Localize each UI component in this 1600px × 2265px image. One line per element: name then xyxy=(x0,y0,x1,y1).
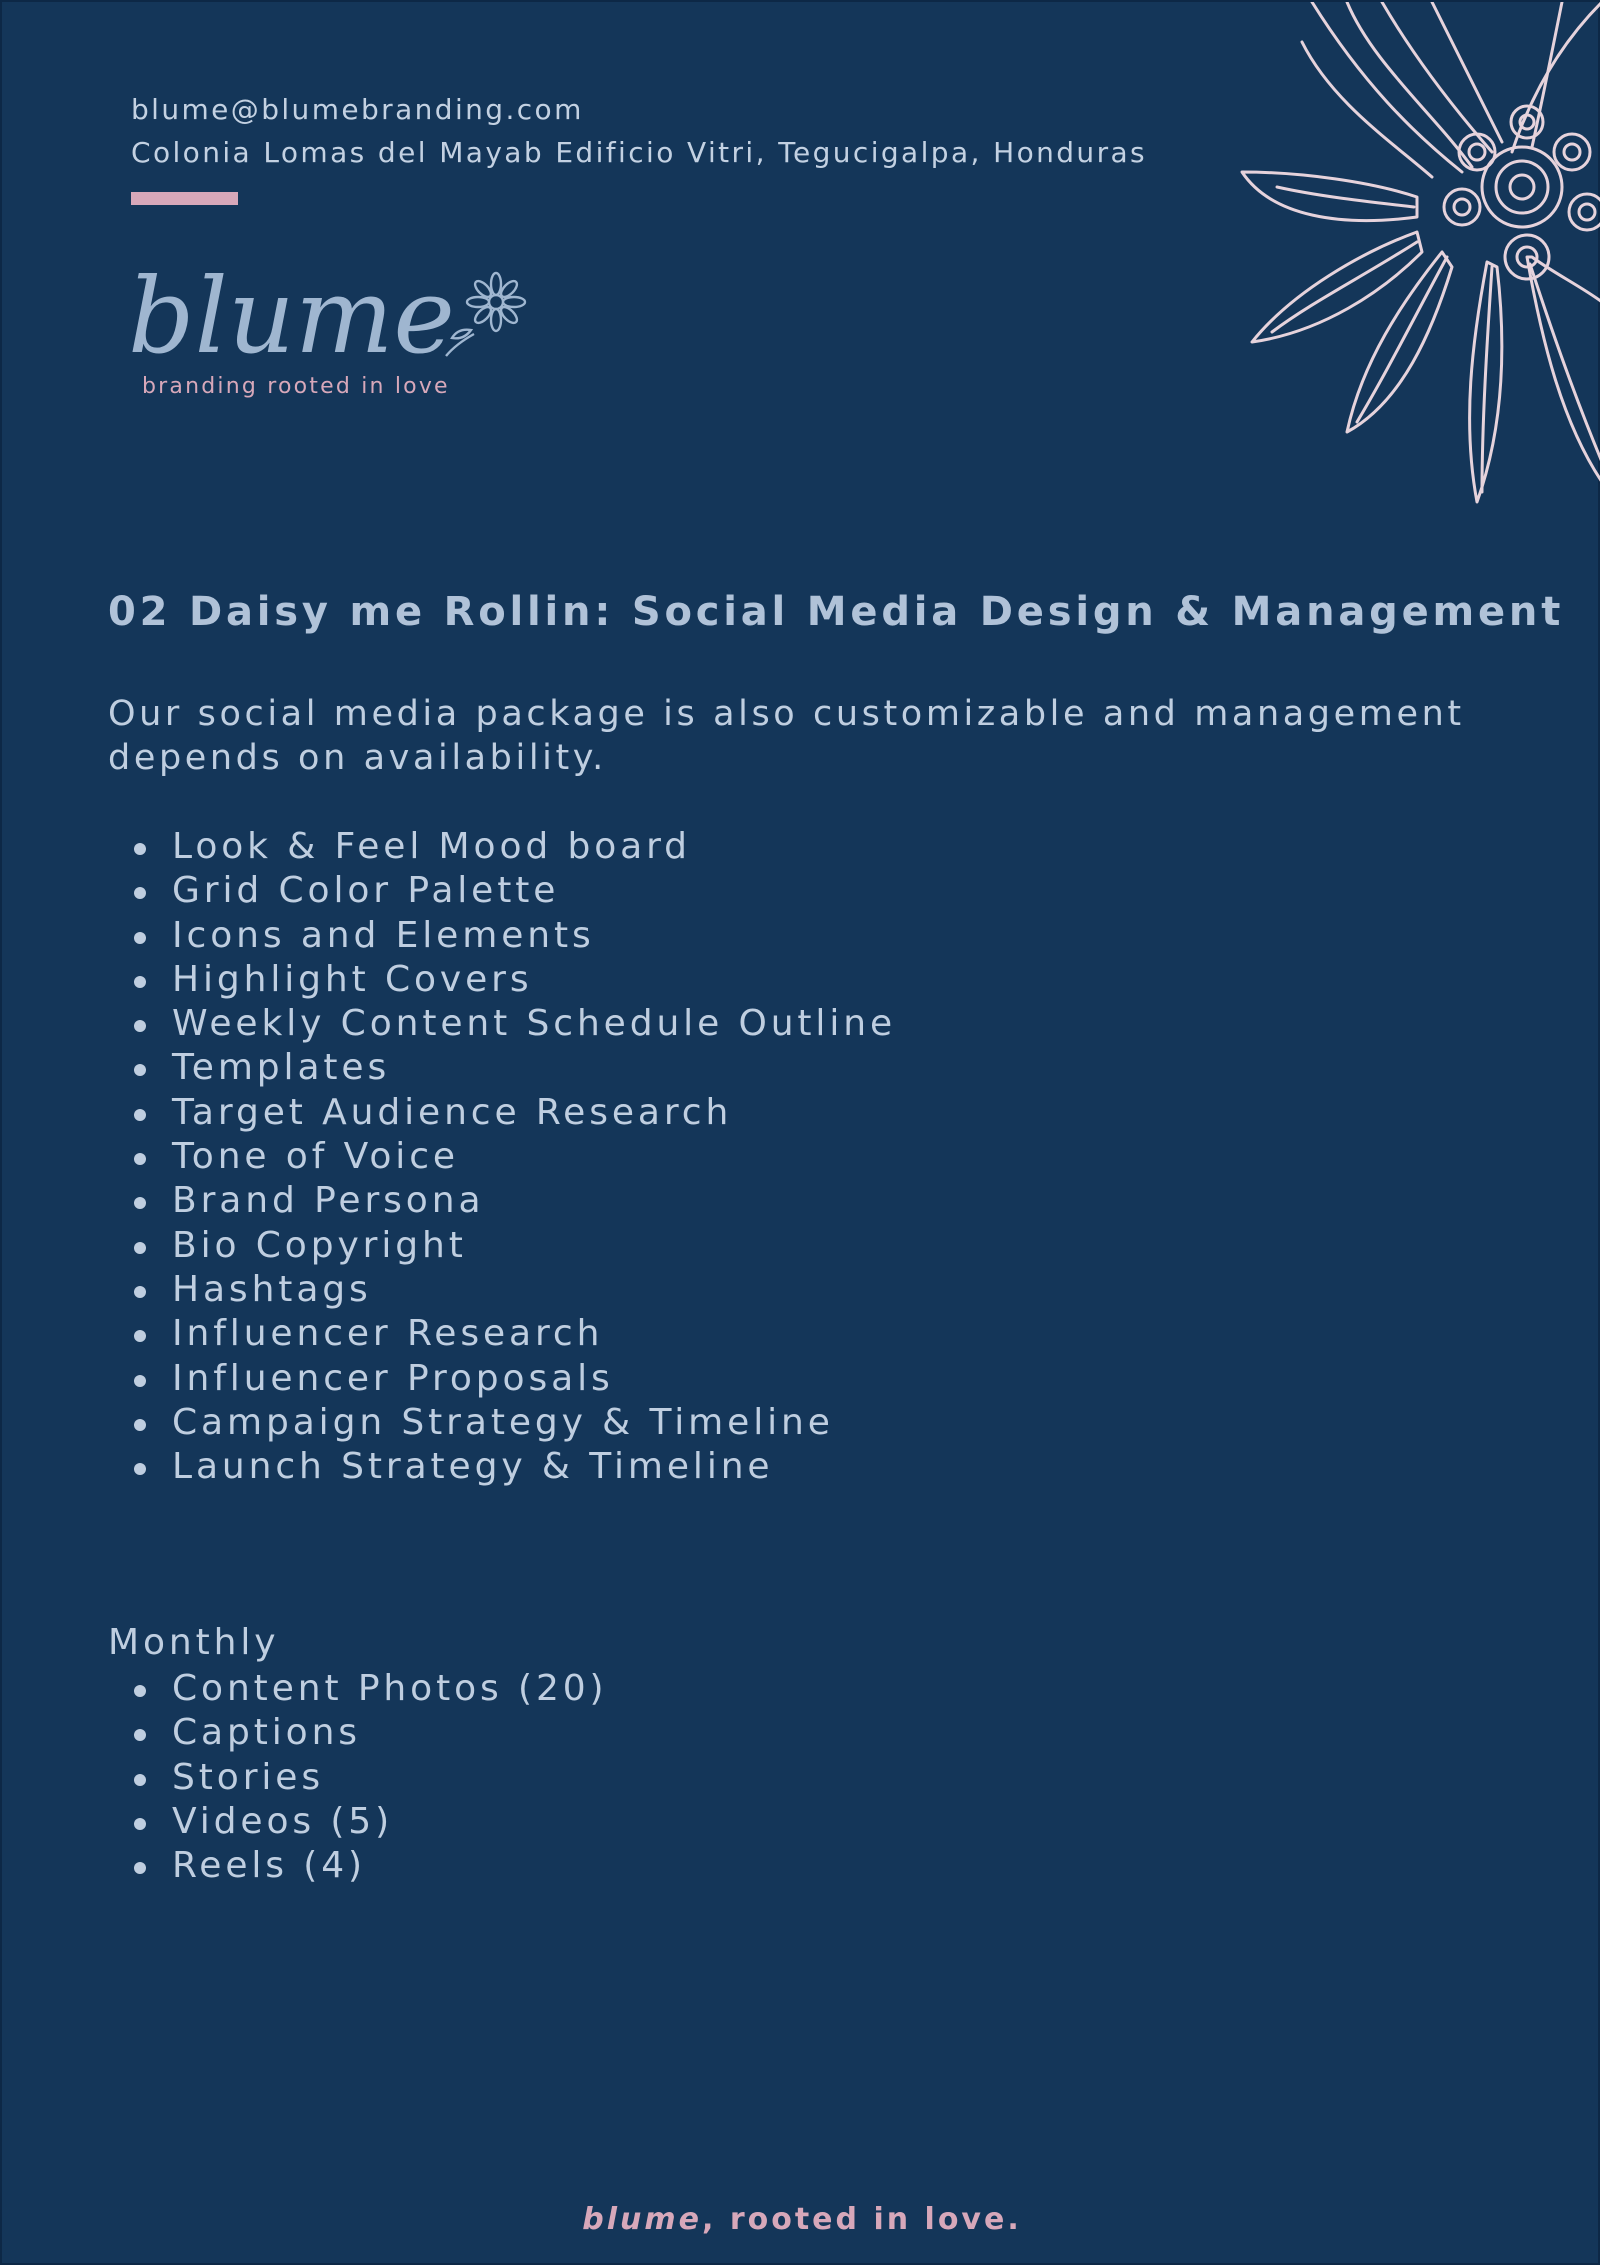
list-item-label: Stories xyxy=(172,1756,324,1798)
list-item xyxy=(2,914,896,958)
list-item xyxy=(2,1268,896,1312)
bullet-icon xyxy=(134,1463,146,1475)
accent-bar xyxy=(131,192,238,205)
bullet-icon xyxy=(134,1109,146,1121)
list-item xyxy=(2,1002,896,1046)
list-item xyxy=(2,1800,608,1844)
list-item-label: Campaign Strategy & Timeline xyxy=(172,1401,834,1443)
footer-rest: , rooted in love. xyxy=(701,2202,1022,2237)
list-item-label: Launch Strategy & Timeline xyxy=(172,1446,774,1488)
list-item xyxy=(2,1667,608,1711)
bullet-icon xyxy=(134,1419,146,1431)
list-item-label: Highlight Covers xyxy=(172,958,533,1000)
contact-address: Colonia Lomas del Mayab Edificio Vitri, Tegucigalpa, Honduras xyxy=(131,136,1148,169)
list-item xyxy=(2,1844,608,1888)
list-item xyxy=(2,1179,896,1223)
bullet-icon xyxy=(134,1020,146,1032)
contact-email: blume@blumebranding.com xyxy=(131,93,584,126)
logo-wordmark-text: blume xyxy=(128,255,455,374)
list-item xyxy=(2,869,896,913)
list-item-label: Influencer Research xyxy=(172,1313,604,1355)
daisy-icon xyxy=(446,273,525,356)
list-item xyxy=(2,1401,896,1445)
list-item-label: Target Audience Research xyxy=(172,1091,733,1133)
list-item-label: Bio Copyright xyxy=(172,1224,467,1266)
bullet-icon xyxy=(134,932,146,944)
list-item-label: Captions xyxy=(172,1712,361,1754)
logo xyxy=(126,234,546,414)
monthly-list xyxy=(2,1667,608,1888)
list-item-label: Tone of Voice xyxy=(172,1136,459,1178)
contact-info xyxy=(131,88,1147,174)
list-item xyxy=(2,1756,608,1800)
flower-illustration-icon xyxy=(1132,2,1600,602)
list-item-label: Influencer Proposals xyxy=(172,1357,614,1399)
bullet-icon xyxy=(134,843,146,855)
bullet-icon xyxy=(134,1153,146,1165)
bullet-icon xyxy=(134,1862,146,1874)
bullet-icon xyxy=(134,1197,146,1209)
bullet-icon xyxy=(134,1375,146,1387)
list-item xyxy=(2,1711,608,1755)
list-item-label: Grid Color Palette xyxy=(172,870,560,912)
bullet-icon xyxy=(134,1242,146,1254)
footer-brand: blume xyxy=(582,2202,702,2237)
list-item xyxy=(2,1046,896,1090)
bullet-icon xyxy=(134,887,146,899)
bullet-icon xyxy=(134,1064,146,1076)
list-item-label: Content Photos (20) xyxy=(172,1668,608,1709)
list-item xyxy=(2,1312,896,1356)
logo-tagline: branding rooted in love xyxy=(142,374,450,399)
bullet-icon xyxy=(134,1685,146,1697)
bullet-icon xyxy=(134,1330,146,1342)
list-item xyxy=(2,1445,896,1489)
logo-wordmark xyxy=(126,234,546,374)
list-item-label: Hashtags xyxy=(172,1268,372,1310)
list-item-label: Icons and Elements xyxy=(172,914,595,956)
footer-tagline xyxy=(2,2202,1600,2237)
list-item xyxy=(2,1091,896,1135)
list-item xyxy=(2,958,896,1002)
list-item-label: Brand Persona xyxy=(172,1180,485,1222)
bullet-icon xyxy=(134,1286,146,1298)
bullet-icon xyxy=(134,976,146,988)
bullet-icon xyxy=(134,1774,146,1786)
section-title: 02 Daisy me Rollin: Social Media Design & Management xyxy=(108,589,1565,635)
list-item xyxy=(2,1224,896,1268)
monthly-heading: Monthly xyxy=(108,1622,280,1663)
list-item xyxy=(2,1135,896,1179)
list-item-label: Weekly Content Schedule Outline xyxy=(172,1003,897,1045)
bullet-icon xyxy=(134,1818,146,1830)
list-item xyxy=(2,825,896,869)
list-item-label: Videos (5) xyxy=(172,1800,394,1842)
section-intro: Our social media package is also customizable and management depends on availability. xyxy=(108,694,1465,778)
list-item-label: Reels (4) xyxy=(172,1845,366,1887)
list-item-label: Templates xyxy=(172,1047,391,1089)
list-item-label: Look & Feel Mood board xyxy=(172,826,691,867)
features-list xyxy=(2,825,896,1489)
bullet-icon xyxy=(134,1729,146,1741)
list-item xyxy=(2,1357,896,1401)
